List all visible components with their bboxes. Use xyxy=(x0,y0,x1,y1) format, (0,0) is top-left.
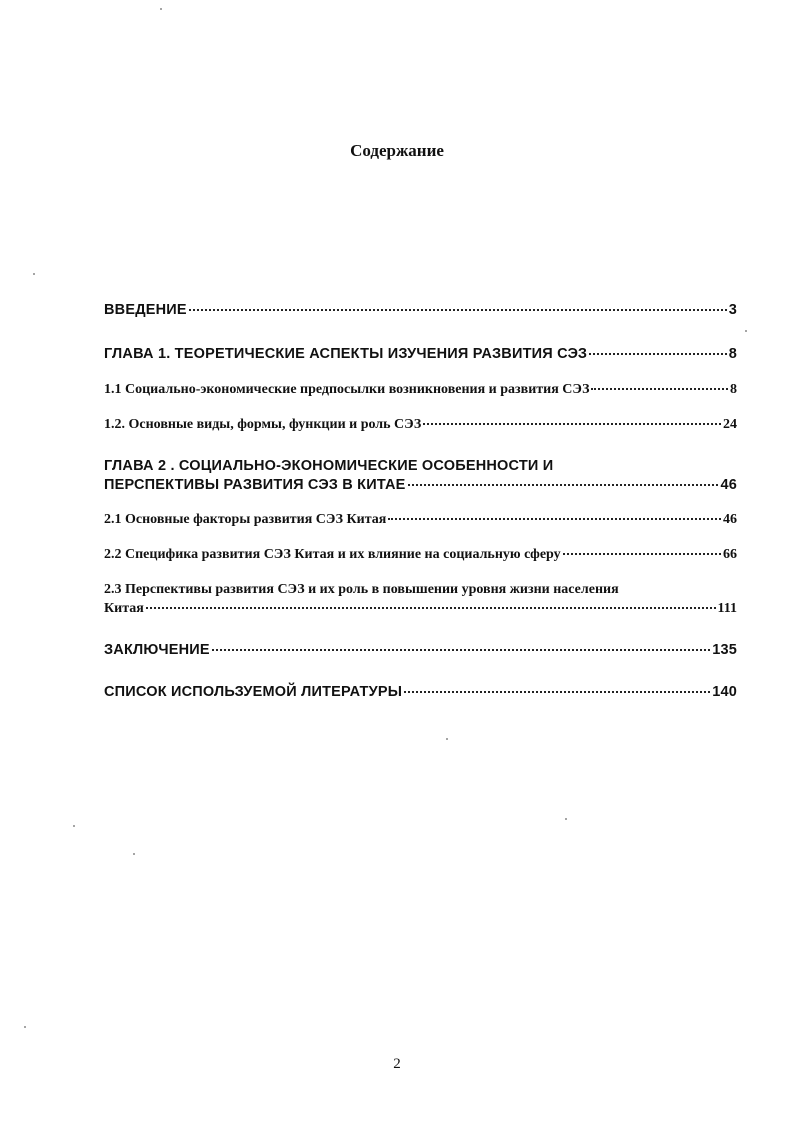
page-title: Содержание xyxy=(350,141,444,160)
toc-entry-title: 1.2. Основные виды, формы, функции и роль СЭЗ xyxy=(104,417,422,432)
scan-speck xyxy=(73,825,75,827)
dot-leader xyxy=(589,353,727,355)
toc-entry-page: 8 xyxy=(728,346,737,362)
toc-entry-page: 140 xyxy=(712,684,737,700)
dot-leader xyxy=(404,691,710,693)
scan-speck xyxy=(745,330,747,332)
toc-entry-title: ЗАКЛЮЧЕНИЕ xyxy=(104,642,210,658)
toc-entry-page: 111 xyxy=(717,601,737,616)
page-number: 2 xyxy=(393,1056,401,1072)
toc-entry-page: 46 xyxy=(723,512,737,527)
toc-entry-title: СПИСОК ИСПОЛЬЗУЕМОЙ ЛИТЕРАТУРЫ xyxy=(104,684,403,700)
dot-leader xyxy=(591,388,728,390)
toc-entry-conclusion[interactable] xyxy=(104,642,737,658)
scan-speck xyxy=(565,818,567,820)
dot-leader xyxy=(423,423,721,425)
toc-entry-title: 2.1 Основные факторы развития СЭЗ Китая xyxy=(104,512,387,527)
toc-entry-title: ГЛАВА 1. ТЕОРЕТИЧЕСКИЕ АСПЕКТЫ ИЗУЧЕНИЯ РАЗВИТИЯ СЭЗ xyxy=(104,346,588,362)
toc-entry-page: 66 xyxy=(723,547,737,562)
scan-speck xyxy=(133,853,135,855)
toc-entry-title: 1.1 Социально-экономические предпосылки возникновения и развития СЭЗ xyxy=(104,382,590,397)
toc-entry-introduction[interactable] xyxy=(104,302,737,318)
dot-leader xyxy=(212,649,710,651)
toc-entry-page: 24 xyxy=(723,417,737,432)
toc-entry-section-2-1[interactable] xyxy=(104,512,737,528)
dot-leader xyxy=(563,553,721,555)
toc-entry-page: 8 xyxy=(730,382,737,397)
toc-entry-title: ВВЕДЕНИЕ xyxy=(104,302,187,318)
toc-entry-page: 135 xyxy=(712,642,737,658)
toc-entry-chapter-1[interactable] xyxy=(104,346,737,362)
toc-entry-title-line1: ГЛАВА 2 . СОЦИАЛЬНО-ЭКОНОМИЧЕСКИЕ ОСОБЕННОСТИ И xyxy=(104,458,554,474)
scan-speck xyxy=(446,738,448,740)
dot-leader xyxy=(189,309,727,311)
toc-entry-section-1-1[interactable] xyxy=(104,382,737,398)
toc-entry-title-line1: 2.3 Перспективы развития СЭЗ и их роль в повышении уровня жизни населения xyxy=(104,582,619,597)
toc-entry-chapter-2[interactable] xyxy=(104,458,737,493)
scan-speck xyxy=(33,273,35,275)
dot-leader xyxy=(146,607,716,609)
toc-entry-title: 2.2 Специфика развития СЭЗ Китая и их влияние на социальную сферу xyxy=(104,547,561,562)
toc-entry-section-1-2[interactable] xyxy=(104,417,737,433)
scan-speck xyxy=(160,8,162,10)
toc-entry-page: 46 xyxy=(720,477,737,493)
dot-leader xyxy=(388,518,721,520)
toc-entry-title-line2: Китая xyxy=(104,601,144,616)
toc-entry-references[interactable] xyxy=(104,684,737,700)
toc-entry-page: 3 xyxy=(728,302,737,318)
dot-leader xyxy=(408,484,719,486)
scan-speck xyxy=(24,1026,26,1028)
toc-entry-section-2-3[interactable] xyxy=(104,582,737,617)
toc-entry-title-line2: ПЕРСПЕКТИВЫ РАЗВИТИЯ СЭЗ В КИТАЕ xyxy=(104,477,406,493)
toc-entry-section-2-2[interactable] xyxy=(104,547,737,563)
